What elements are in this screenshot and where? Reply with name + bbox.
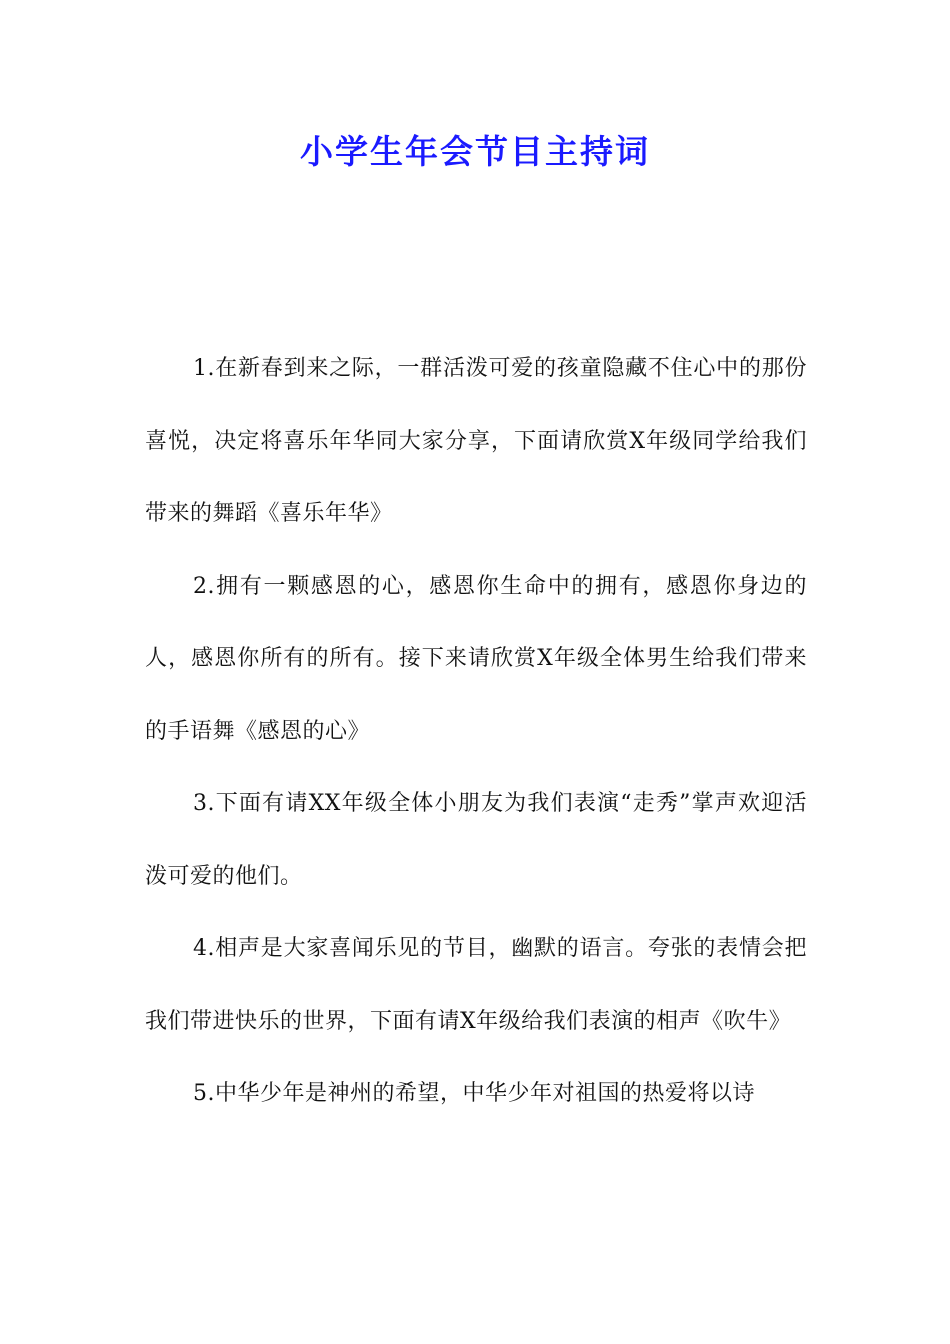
paragraph-4: 4.相声是大家喜闻乐见的节目，幽默的语言。夸张的表情会把我们带进快乐的世界，下面有请X年级给我们表演的相声《吹牛》 [145,936,807,1034]
paragraph-2: 2.拥有一颗感恩的心，感恩你生命中的拥有，感恩你身边的人，感恩你所有的所有。接下来请欣赏X年级全体男生给我们带来的手语舞《感恩的心》 [145,573,807,744]
paragraph-1: 1.在新春到来之际，一群活泼可爱的孩童隐藏不住心中的那份喜悦，决定将喜乐年华同大家分享，下面请欣赏X年级同学给我们带来的舞蹈《喜乐年华》 [145,356,807,526]
paragraph-5: 5.中华少年是神州的希望，中华少年对祖国的热爱将以诗 [193,1081,755,1106]
page-title: 小学生年会节目主持词 [300,132,650,171]
document-body [145,333,807,1131]
paragraph-3: 3.下面有请XX年级全体小朋友为我们表演“走秀”掌声欢迎活泼可爱的他们。 [145,791,807,889]
